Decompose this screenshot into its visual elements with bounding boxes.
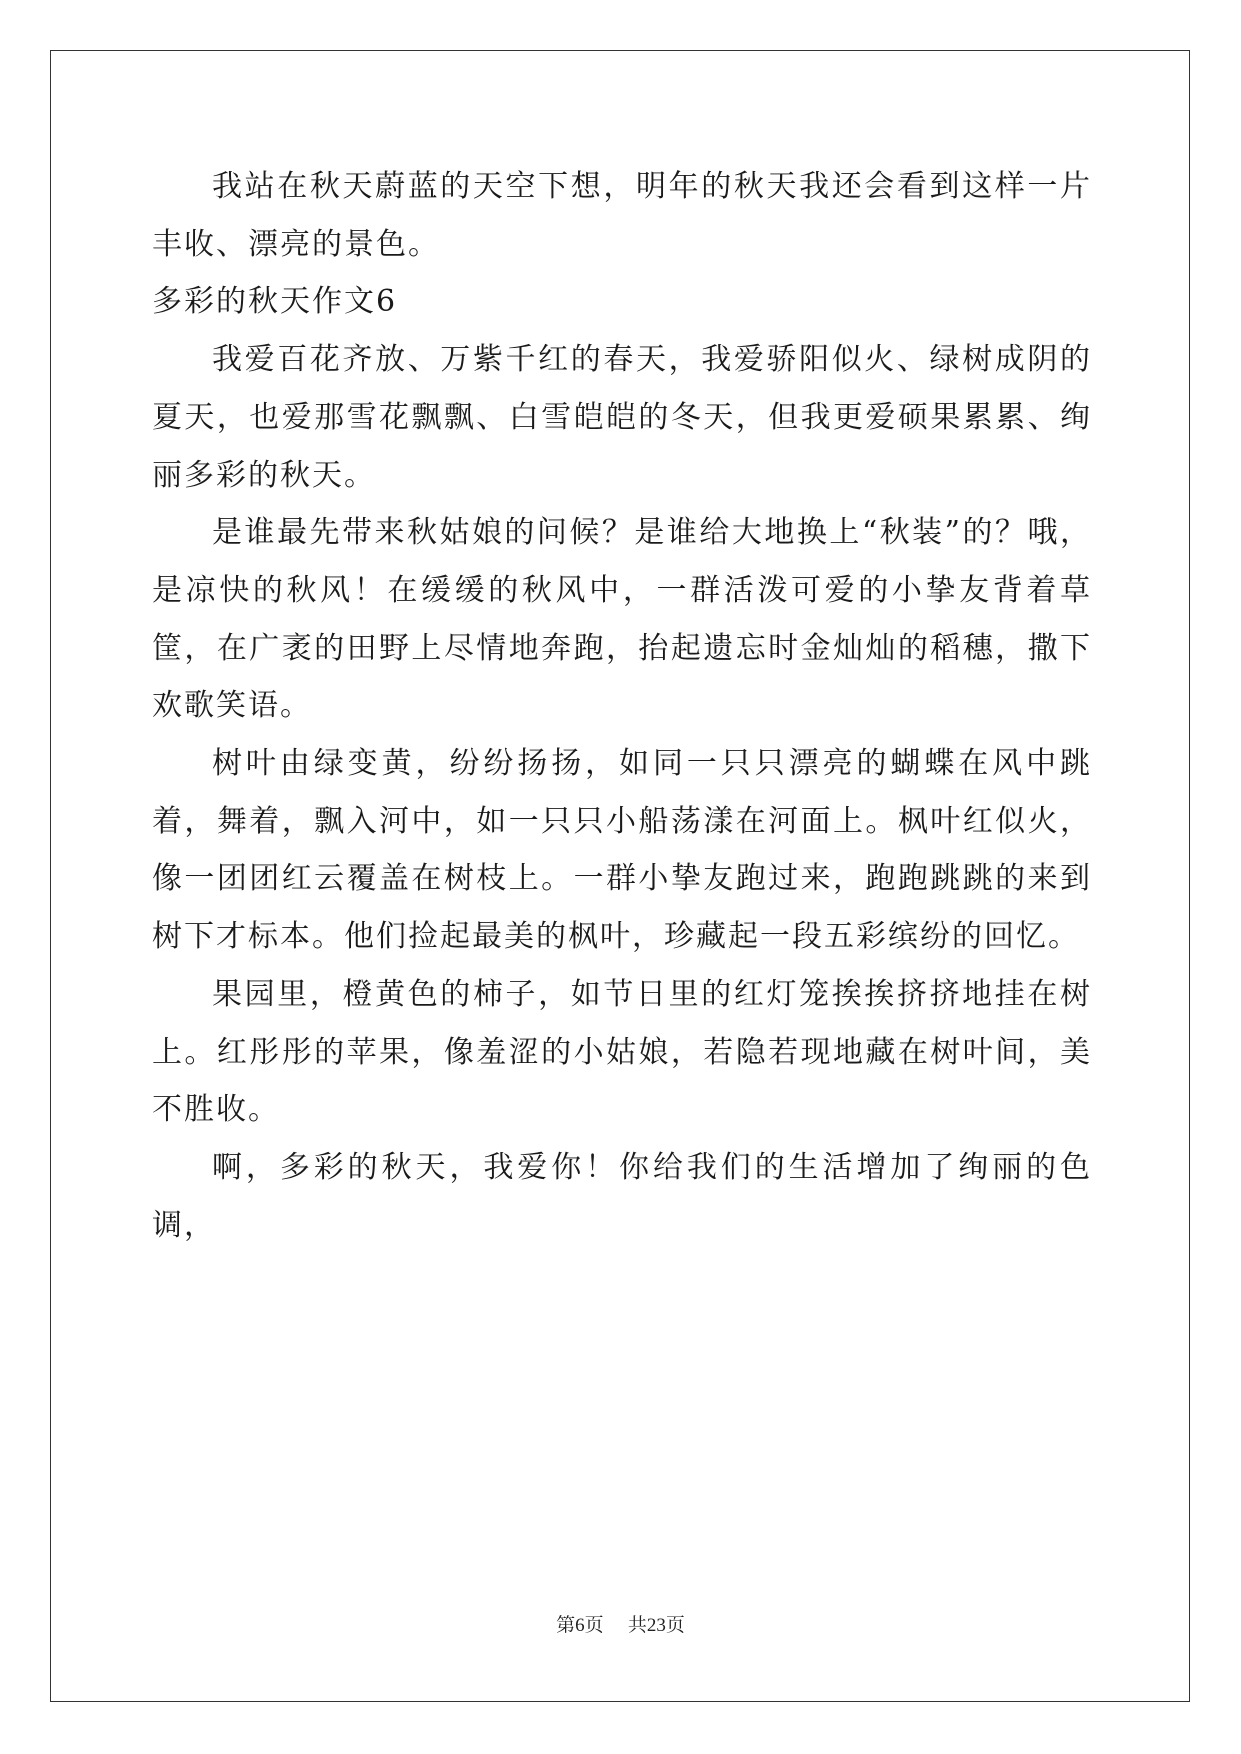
paragraph-6: 啊，多彩的秋天，我爱你！你给我们的生活增加了绚丽的色调， [152,1149,1092,1243]
page-number: 6 [575,1615,585,1636]
paragraph-2: 我爱百花齐放、万紫千红的春天，我爱骄阳似火、绿树成阴的夏天，也爱那雪花飘飘、白雪皑皑的冬天，但我更爱硕果累累、绚丽多彩的秋天。 [152,342,1092,493]
page-suffix: 页 [584,1614,604,1636]
total-suffix: 页 [665,1614,685,1636]
section-heading: 多彩的秋天作文6 [152,284,398,320]
page-prefix: 第 [556,1614,576,1636]
paragraph-1: 我站在秋天蔚蓝的天空下想，明年的秋天我还会看到这样一片丰收、漂亮的景色。 [152,169,1092,262]
page-footer [0,1613,1241,1638]
paragraph-5: 果园里，橙黄色的柿子，如节日里的红灯笼挨挨挤挤地挂在树上。红彤彤的苹果，像羞涩的小姑娘，若隐若现地藏在树叶间，美不胜收。 [152,976,1092,1128]
total-pages: 23 [646,1615,666,1636]
paragraph-4: 树叶由绿变黄，纷纷扬扬，如同一只只漂亮的蝴蝶在风中跳着，舞着，飘入河中，如一只只小船荡漾在河面上。枫叶红似火，像一团团红云覆盖在树枝上。一群小挚友跑过来，跑跑跳跳的来到树下才标本。他们捡起最美的枫叶，珍藏起一段五彩缤纷的回忆。 [152,746,1092,955]
document-body [152,158,1092,1254]
total-prefix: 共 [627,1614,647,1636]
paragraph-3: 是谁最先带来秋姑娘的问候？是谁给大地换上“秋装”的？哦，是凉快的秋风！在缓缓的秋风中，一群活泼可爱的小挚友背着草筐，在广袤的田野上尽情地奔跑，抬起遗忘时金灿灿的稻穗，撒下欢歌笑语。 [152,515,1092,724]
